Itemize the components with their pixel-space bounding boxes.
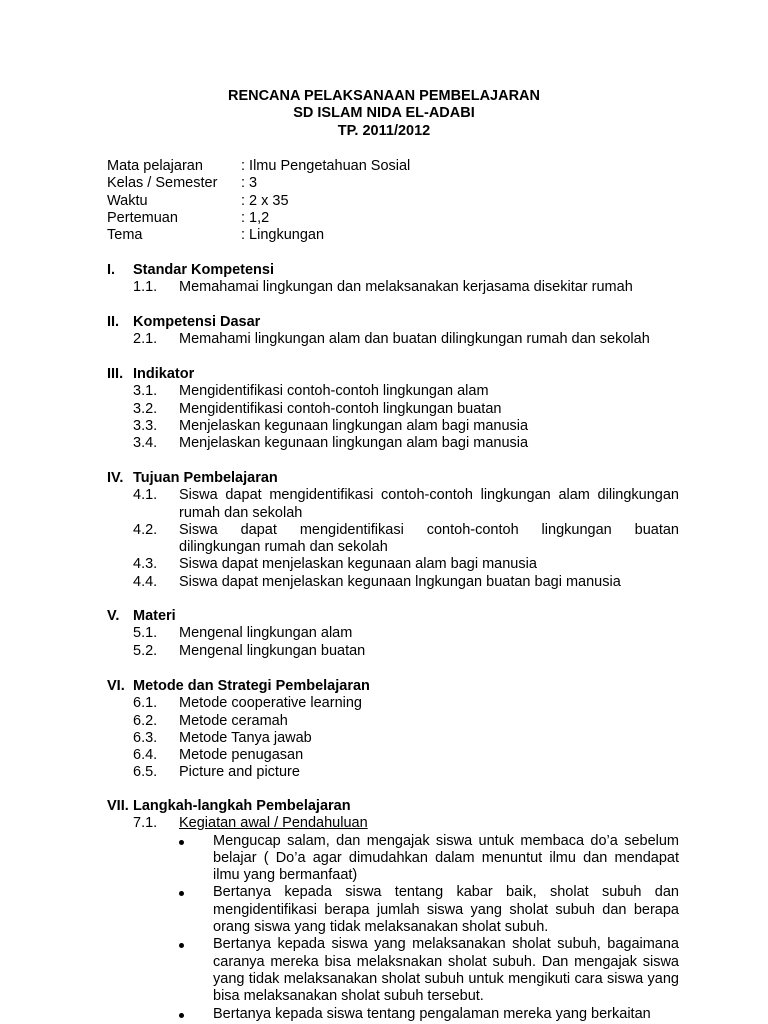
list-item xyxy=(107,713,679,730)
list-item xyxy=(107,556,679,573)
bullet-icon xyxy=(107,1006,213,1023)
title-line-3: TP. 2011/2012 xyxy=(337,122,431,139)
item-number: 3.3. xyxy=(133,417,158,434)
section-title: Metode dan Strategi Pembelajaran xyxy=(133,678,370,694)
section-number: VI. xyxy=(107,678,125,694)
section-materi xyxy=(107,608,679,660)
section-metode xyxy=(107,678,679,782)
meta-value: : Ilmu Pengetahuan Sosial xyxy=(241,158,411,174)
meta-value: : 3 xyxy=(241,175,258,192)
list-item xyxy=(107,730,679,747)
item-number: 3.4. xyxy=(133,435,158,452)
item-text xyxy=(179,487,679,522)
meta-value: : Lingkungan xyxy=(241,227,325,244)
section-title: Standar Kompetensi xyxy=(133,262,274,278)
list-item xyxy=(107,625,679,642)
list-item xyxy=(107,279,679,296)
item-text-line: Siswa dapat mengidentifikasi contoh-contoh lingkungan buatan xyxy=(179,521,679,538)
item-text: Metode cooperative learning xyxy=(179,695,362,712)
item-text: Mengenal lingkungan alam xyxy=(179,625,353,642)
bullet-text: Mengucap salam, dan mengajak siswa untuk membaca do’a sebelum belajar ( Do’a agar dimudahkan dalam menuntut ilmu dan mendapat ilmu yang bermanfaat) xyxy=(213,832,679,884)
item-number: 4.4. xyxy=(133,573,158,590)
bullet-item xyxy=(107,1006,679,1023)
section-heading xyxy=(107,314,679,331)
bullet-item xyxy=(107,833,679,885)
meta-row xyxy=(107,193,410,210)
item-text: Mengidentifikasi contoh-contoh lingkungan alam xyxy=(179,383,489,400)
title-line-1: RENCANA PELAKSANAAN PEMBELAJARAN xyxy=(227,88,541,104)
section-number: II. xyxy=(107,314,120,330)
item-text: Mengenal lingkungan buatan xyxy=(179,642,366,659)
bullet-text: Bertanya kepada siswa yang melaksanakan sholat subuh, bagaimana caranya mereka bisa melaksnakan sholat subuh. Dan mengajak siswa yang tidak melaksanakan sholat subuh untuk mengikuti cara siswa yang bisa melaksanakan sholat subuh tersebut. xyxy=(213,936,679,1005)
section-langkah-pembelajaran xyxy=(107,798,679,1023)
bullet-list xyxy=(107,833,679,1023)
item-text-line: dilingkungan rumah dan sekolah xyxy=(179,539,388,556)
item-text-line: rumah dan sekolah xyxy=(179,504,303,521)
item-number: 6.2. xyxy=(133,712,158,729)
item-number: 2.1. xyxy=(133,331,158,348)
section-title: Langkah-langkah Pembelajaran xyxy=(133,798,351,814)
bullet-icon xyxy=(107,833,213,885)
item-text: Metode penugasan xyxy=(179,747,304,764)
section-heading xyxy=(107,366,679,383)
meta-info xyxy=(107,158,410,244)
item-text: Kegiatan awal / Pendahuluan xyxy=(179,815,368,832)
list-item xyxy=(107,747,679,764)
item-text: Memahami lingkungan alam dan buatan dilingkungan rumah dan sekolah xyxy=(179,331,650,348)
section-kompetensi-dasar xyxy=(107,314,679,349)
document-title xyxy=(0,88,768,140)
list-item xyxy=(107,331,679,348)
list-item xyxy=(107,401,679,418)
meta-row xyxy=(107,227,410,244)
item-text: Menjelaskan kegunaan lingkungan alam bagi manusia xyxy=(179,417,529,434)
section-number: IV. xyxy=(107,470,124,486)
item-text: Mengidentifikasi contoh-contoh lingkungan buatan xyxy=(179,400,502,417)
item-text: Siswa dapat menjelaskan kegunaan alam bagi manusia xyxy=(179,556,537,573)
list-item xyxy=(107,383,679,400)
section-heading xyxy=(107,608,679,625)
list-item xyxy=(107,418,679,435)
list-item xyxy=(107,435,679,452)
item-number: 7.1. xyxy=(133,815,158,832)
item-text xyxy=(179,522,679,557)
section-tujuan-pembelajaran xyxy=(107,470,679,591)
section-number: VII. xyxy=(107,798,129,814)
section-title: Materi xyxy=(133,608,176,624)
section-title: Tujuan Pembelajaran xyxy=(133,470,278,486)
item-number: 4.2. xyxy=(133,521,158,538)
list-item xyxy=(107,487,679,522)
section-number: III. xyxy=(107,366,124,382)
section-heading xyxy=(107,798,679,815)
item-number: 3.1. xyxy=(133,383,158,400)
section-heading xyxy=(107,262,679,279)
meta-label: Mata pelajaran xyxy=(107,158,203,174)
list-item xyxy=(107,574,679,591)
section-title: Kompetensi Dasar xyxy=(133,314,261,330)
list-item xyxy=(107,815,679,832)
item-number: 6.3. xyxy=(133,729,158,746)
item-number: 4.1. xyxy=(133,487,158,504)
section-number: V. xyxy=(107,608,120,624)
bullet-item xyxy=(107,936,679,1005)
list-item xyxy=(107,522,679,557)
item-number: 5.2. xyxy=(133,642,158,659)
item-text: Menjelaskan kegunaan lingkungan alam bagi manusia xyxy=(179,435,529,452)
item-number: 6.4. xyxy=(133,747,158,764)
item-text: Metode Tanya jawab xyxy=(179,729,312,746)
meta-row xyxy=(107,175,410,192)
section-title: Indikator xyxy=(133,366,195,382)
section-heading xyxy=(107,470,679,487)
list-item xyxy=(107,643,679,660)
bullet-text: Bertanya kepada siswa tentang pengalaman mereka yang berkaitan xyxy=(213,1005,651,1022)
bullet-icon xyxy=(107,936,213,1005)
meta-label: Tema xyxy=(107,227,143,244)
meta-row xyxy=(107,210,410,227)
section-standar-kompetensi xyxy=(107,262,679,297)
item-number: 5.1. xyxy=(133,625,158,642)
meta-label: Pertemuan xyxy=(107,209,178,226)
meta-label: Waktu xyxy=(107,192,148,209)
item-text: Metode ceramah xyxy=(179,712,288,729)
meta-row xyxy=(107,158,410,175)
section-heading xyxy=(107,678,679,695)
item-number: 6.1. xyxy=(133,695,158,712)
item-text: Picture and picture xyxy=(179,764,300,781)
item-number: 1.1. xyxy=(133,279,158,296)
bullet-item xyxy=(107,884,679,936)
meta-value: : 1,2 xyxy=(241,209,270,226)
bullet-text: Bertanya kepada siswa tentang kabar baik, sholat subuh dan mengidentifikasi berapa jumlah siswa yang sholat subuh dan berapa orang siswa yang tidak melaksanakan sholat subuh. xyxy=(213,884,679,936)
item-text: Siswa dapat menjelaskan kegunaan lngkungan buatan bagi manusia xyxy=(179,573,621,590)
meta-label: Kelas / Semester xyxy=(107,175,218,192)
item-number: 6.5. xyxy=(133,764,158,781)
item-text: Memahamai lingkungan dan melaksanakan kerjasama disekitar rumah xyxy=(179,279,633,296)
list-item xyxy=(107,695,679,712)
item-number: 4.3. xyxy=(133,556,158,573)
title-line-2: SD ISLAM NIDA EL-ADABI xyxy=(293,105,475,122)
section-indikator xyxy=(107,366,679,452)
item-text-line: Siswa dapat mengidentifikasi contoh-contoh lingkungan alam dilingkungan xyxy=(179,487,679,504)
list-item xyxy=(107,764,679,781)
bullet-icon xyxy=(107,884,213,936)
section-number: I. xyxy=(107,262,116,278)
item-number: 3.2. xyxy=(133,400,158,417)
meta-value: : 2 x 35 xyxy=(241,192,289,209)
